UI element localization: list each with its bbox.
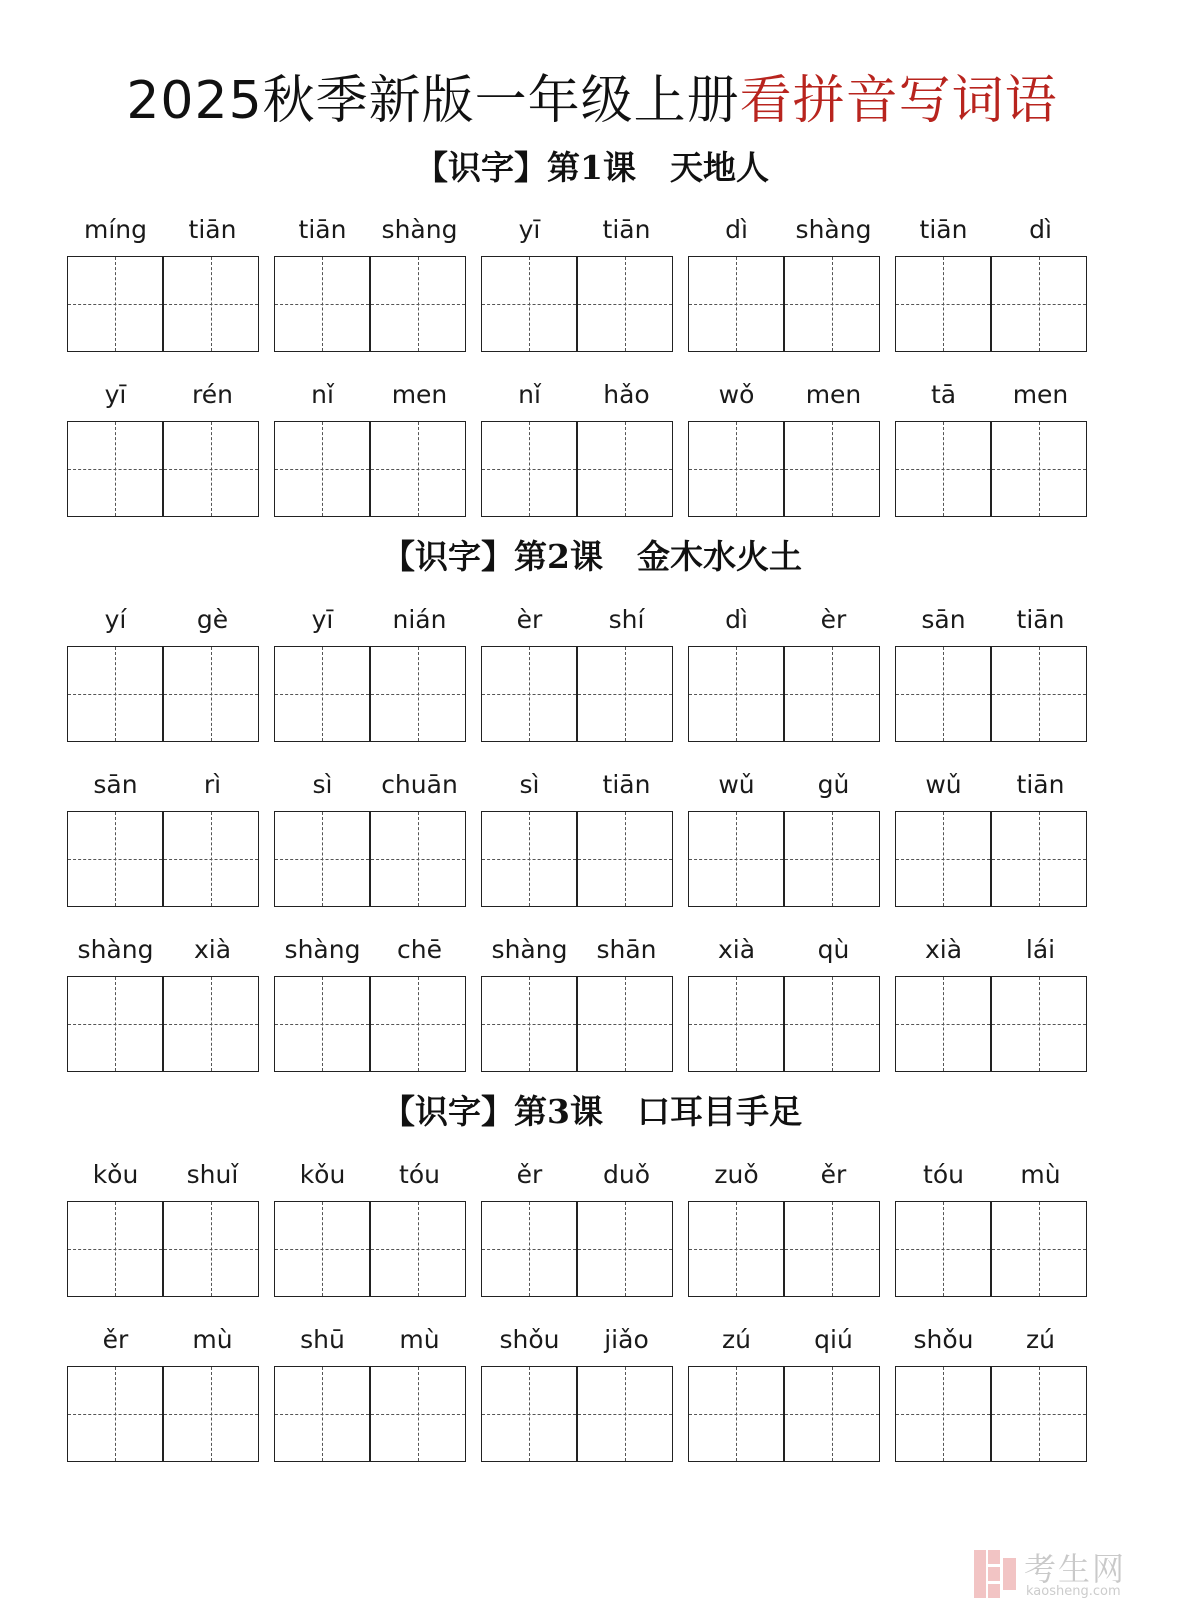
pinyin-label: kǒu [92, 1160, 139, 1189]
pinyin-label: ěr [102, 1325, 129, 1354]
pinyin-label: lái [1025, 935, 1056, 964]
guide-line-vertical [115, 257, 116, 351]
lesson-name: 口耳目手足 [636, 1092, 802, 1131]
word-row [67, 377, 1127, 527]
pinyin-label: nián [392, 605, 447, 634]
watermark-logo-icon [974, 1550, 1016, 1598]
pinyin-label: tiān [298, 215, 347, 244]
lesson-heading [0, 535, 1184, 579]
word-item [895, 1157, 1089, 1307]
guide-line-vertical [211, 977, 212, 1071]
guide-line-vertical [1039, 1367, 1040, 1461]
guide-line-vertical [322, 257, 323, 351]
pinyin-label: míng [83, 215, 147, 244]
guide-line-vertical [832, 422, 833, 516]
writing-box[interactable] [784, 1201, 880, 1297]
watermark-name: 考生网 [1024, 1550, 1127, 1588]
writing-box[interactable] [370, 976, 466, 1072]
pinyin-label: sān [921, 605, 966, 634]
guide-line-vertical [625, 422, 626, 516]
pinyin-label: tiān [919, 215, 968, 244]
pinyin-label: sì [519, 770, 540, 799]
word-row [67, 932, 1127, 1082]
writing-box[interactable] [991, 1366, 1087, 1462]
guide-line-vertical [529, 977, 530, 1071]
writing-box[interactable] [481, 256, 577, 352]
word-item [274, 212, 468, 362]
writing-box[interactable] [481, 811, 577, 907]
guide-line-vertical [211, 257, 212, 351]
writing-box[interactable] [481, 976, 577, 1072]
guide-line-vertical [625, 812, 626, 906]
guide-line-vertical [736, 1367, 737, 1461]
lesson-heading [0, 1090, 1184, 1134]
pinyin-label: xià [717, 935, 756, 964]
guide-line-vertical [115, 812, 116, 906]
writing-box[interactable] [67, 811, 163, 907]
lesson-name: 天地人 [669, 148, 769, 187]
logo-block [1003, 1558, 1016, 1590]
title-accent: 看拼音写词语 [739, 71, 1058, 131]
word-item [274, 767, 468, 917]
pinyin-label: gè [196, 605, 229, 634]
word-item [274, 1157, 468, 1307]
lesson-category: 【识字】 [382, 537, 515, 576]
writing-box[interactable] [577, 421, 673, 517]
pinyin-label: dì [725, 605, 748, 634]
writing-box[interactable] [688, 256, 784, 352]
pinyin-label: zuǒ [714, 1160, 759, 1189]
writing-box[interactable] [577, 1366, 673, 1462]
pinyin-label: wǒ [718, 380, 755, 409]
pinyin-label: wǔ [718, 770, 755, 799]
writing-box[interactable] [481, 1366, 577, 1462]
guide-line-vertical [115, 977, 116, 1071]
pinyin-label: mù [399, 1325, 440, 1354]
writing-box[interactable] [67, 256, 163, 352]
pinyin-label: tiān [188, 215, 237, 244]
writing-box[interactable] [895, 811, 991, 907]
writing-box[interactable] [370, 256, 466, 352]
word-item [67, 1157, 261, 1307]
pinyin-label: tóu [923, 1160, 964, 1189]
pinyin-label: jiǎo [604, 1325, 649, 1354]
guide-line-vertical [211, 422, 212, 516]
guide-line-vertical [115, 1202, 116, 1296]
pinyin-label: zú [722, 1325, 751, 1354]
pinyin-label: kǒu [299, 1160, 346, 1189]
writing-box[interactable] [577, 256, 673, 352]
guide-line-vertical [211, 812, 212, 906]
pinyin-label: hǎo [603, 380, 650, 409]
writing-box[interactable] [577, 976, 673, 1072]
writing-box[interactable] [688, 1201, 784, 1297]
writing-box[interactable] [688, 421, 784, 517]
writing-box[interactable] [370, 811, 466, 907]
pinyin-label: nǐ [311, 380, 334, 409]
pinyin-label: qiú [814, 1325, 853, 1354]
writing-box[interactable] [163, 421, 259, 517]
pinyin-label: men [805, 380, 862, 409]
guide-line-vertical [943, 812, 944, 906]
logo-block [988, 1567, 1000, 1581]
guide-line-vertical [418, 812, 419, 906]
guide-line-vertical [736, 1202, 737, 1296]
pinyin-label: yī [104, 380, 127, 409]
guide-line-vertical [529, 257, 530, 351]
writing-box[interactable] [895, 976, 991, 1072]
guide-line-vertical [625, 1367, 626, 1461]
logo-block [988, 1550, 1000, 1564]
guide-line-vertical [418, 257, 419, 351]
pinyin-label: shàng [284, 935, 361, 964]
pinyin-label: nǐ [518, 380, 541, 409]
word-item [67, 932, 261, 1082]
guide-line-vertical [832, 1367, 833, 1461]
word-item [481, 602, 675, 752]
pinyin-label: sì [312, 770, 333, 799]
guide-line-vertical [832, 647, 833, 741]
pinyin-label: shí [608, 605, 645, 634]
guide-line-vertical [943, 1202, 944, 1296]
guide-line-vertical [832, 812, 833, 906]
guide-line-vertical [529, 812, 530, 906]
word-item [481, 212, 675, 362]
guide-line-vertical [736, 422, 737, 516]
writing-box[interactable] [895, 421, 991, 517]
writing-box[interactable] [370, 646, 466, 742]
pinyin-label: mù [192, 1325, 233, 1354]
pinyin-label: gǔ [817, 770, 850, 799]
writing-box[interactable] [784, 646, 880, 742]
guide-line-vertical [832, 257, 833, 351]
word-item [895, 1322, 1089, 1472]
pinyin-label: shàng [77, 935, 154, 964]
pinyin-label: shuǐ [186, 1160, 239, 1189]
guide-line-vertical [943, 647, 944, 741]
writing-box[interactable] [274, 1366, 370, 1462]
guide-line-vertical [211, 647, 212, 741]
pinyin-label: èr [820, 605, 847, 634]
pinyin-label: mù [1020, 1160, 1061, 1189]
word-row [67, 1322, 1127, 1472]
writing-box[interactable] [481, 646, 577, 742]
word-item [67, 767, 261, 917]
pinyin-label: xià [924, 935, 963, 964]
writing-box[interactable] [163, 256, 259, 352]
writing-box[interactable] [274, 256, 370, 352]
word-item [895, 377, 1089, 527]
word-item [688, 602, 882, 752]
pinyin-label: yī [311, 605, 334, 634]
writing-box[interactable] [577, 1201, 673, 1297]
writing-box[interactable] [274, 1201, 370, 1297]
writing-box[interactable] [688, 976, 784, 1072]
pinyin-label: duǒ [602, 1160, 650, 1189]
pinyin-label: men [391, 380, 448, 409]
word-item [274, 377, 468, 527]
writing-box[interactable] [274, 421, 370, 517]
word-item [895, 767, 1089, 917]
pinyin-label: dì [725, 215, 748, 244]
guide-line-vertical [418, 647, 419, 741]
guide-line-vertical [322, 1202, 323, 1296]
guide-line-vertical [1039, 1202, 1040, 1296]
pinyin-label: sān [93, 770, 138, 799]
word-item [481, 932, 675, 1082]
word-row [67, 212, 1127, 362]
writing-box[interactable] [991, 646, 1087, 742]
guide-line-vertical [625, 1202, 626, 1296]
watermark-url: kaosheng.com [1026, 1584, 1121, 1599]
guide-line-vertical [322, 647, 323, 741]
word-item [688, 1157, 882, 1307]
guide-line-vertical [1039, 422, 1040, 516]
guide-line-vertical [832, 977, 833, 1071]
writing-box[interactable] [163, 1201, 259, 1297]
pinyin-label: shǒu [499, 1325, 560, 1354]
guide-line-vertical [529, 1367, 530, 1461]
writing-box[interactable] [991, 976, 1087, 1072]
guide-line-vertical [418, 1367, 419, 1461]
word-item [67, 602, 261, 752]
writing-box[interactable] [163, 646, 259, 742]
pinyin-label: zú [1026, 1325, 1055, 1354]
writing-box[interactable] [370, 1201, 466, 1297]
pinyin-label: tiān [1016, 605, 1065, 634]
word-item [481, 767, 675, 917]
writing-box[interactable] [577, 646, 673, 742]
pinyin-label: rì [203, 770, 222, 799]
guide-line-vertical [211, 1367, 212, 1461]
writing-box[interactable] [67, 1201, 163, 1297]
word-item [688, 1322, 882, 1472]
writing-box[interactable] [274, 646, 370, 742]
writing-box[interactable] [577, 811, 673, 907]
pinyin-label: shū [300, 1325, 345, 1354]
word-item [274, 602, 468, 752]
guide-line-vertical [1039, 977, 1040, 1071]
logo-block [988, 1584, 1000, 1598]
word-item [481, 377, 675, 527]
guide-line-vertical [736, 977, 737, 1071]
pinyin-label: tóu [399, 1160, 440, 1189]
writing-box[interactable] [481, 1201, 577, 1297]
pinyin-label: shàng [795, 215, 872, 244]
writing-box[interactable] [274, 976, 370, 1072]
writing-box[interactable] [67, 976, 163, 1072]
writing-box[interactable] [688, 646, 784, 742]
guide-line-vertical [943, 977, 944, 1071]
writing-box[interactable] [784, 811, 880, 907]
writing-box[interactable] [784, 976, 880, 1072]
pinyin-label: yí [104, 605, 127, 634]
writing-box[interactable] [163, 1366, 259, 1462]
writing-box[interactable] [991, 256, 1087, 352]
pinyin-label: ěr [820, 1160, 847, 1189]
guide-line-vertical [529, 422, 530, 516]
lesson-number: 第3课 [514, 1092, 603, 1131]
writing-box[interactable] [67, 646, 163, 742]
lesson-category: 【识字】 [382, 1092, 515, 1131]
pinyin-label: shān [596, 935, 657, 964]
pinyin-label: chē [397, 935, 442, 964]
guide-line-vertical [625, 257, 626, 351]
pinyin-label: wǔ [925, 770, 962, 799]
guide-line-vertical [529, 1202, 530, 1296]
word-item [688, 767, 882, 917]
guide-line-vertical [625, 647, 626, 741]
writing-box[interactable] [163, 976, 259, 1072]
word-item [688, 212, 882, 362]
word-item [67, 212, 261, 362]
guide-line-vertical [943, 422, 944, 516]
writing-box[interactable] [991, 1201, 1087, 1297]
writing-box[interactable] [370, 421, 466, 517]
writing-box[interactable] [991, 421, 1087, 517]
guide-line-vertical [943, 257, 944, 351]
guide-line-vertical [418, 977, 419, 1071]
word-item [274, 932, 468, 1082]
writing-box[interactable] [784, 1366, 880, 1462]
word-item [67, 1322, 261, 1472]
guide-line-vertical [322, 422, 323, 516]
guide-line-vertical [418, 422, 419, 516]
word-item [895, 932, 1089, 1082]
pinyin-label: yī [518, 215, 541, 244]
lesson-number: 第2课 [514, 537, 603, 576]
writing-box[interactable] [370, 1366, 466, 1462]
writing-box[interactable] [991, 811, 1087, 907]
guide-line-vertical [736, 647, 737, 741]
guide-line-vertical [625, 977, 626, 1071]
word-item [688, 377, 882, 527]
writing-box[interactable] [895, 1366, 991, 1462]
pinyin-label: rén [192, 380, 233, 409]
word-row [67, 1157, 1127, 1307]
guide-line-vertical [832, 1202, 833, 1296]
guide-line-vertical [115, 422, 116, 516]
guide-line-vertical [529, 647, 530, 741]
guide-line-vertical [322, 1367, 323, 1461]
guide-line-vertical [1039, 647, 1040, 741]
writing-box[interactable] [895, 256, 991, 352]
pinyin-label: tiān [602, 770, 651, 799]
title-main: 2025秋季新版一年级上册 [126, 71, 740, 131]
word-item [481, 1322, 675, 1472]
watermark [974, 1546, 1154, 1604]
guide-line-vertical [1039, 257, 1040, 351]
lesson-name: 金木水火土 [636, 537, 802, 576]
guide-line-vertical [322, 977, 323, 1071]
writing-box[interactable] [688, 1366, 784, 1462]
pinyin-label: tiān [602, 215, 651, 244]
writing-box[interactable] [67, 1366, 163, 1462]
guide-line-vertical [736, 812, 737, 906]
guide-line-vertical [418, 1202, 419, 1296]
writing-box[interactable] [67, 421, 163, 517]
pinyin-label: chuān [381, 770, 458, 799]
guide-line-vertical [1039, 812, 1040, 906]
word-item [688, 932, 882, 1082]
writing-box[interactable] [274, 811, 370, 907]
pinyin-label: èr [516, 605, 543, 634]
pinyin-label: qù [817, 935, 850, 964]
lesson-heading [0, 146, 1184, 190]
pinyin-label: men [1012, 380, 1069, 409]
pinyin-label: ěr [516, 1160, 543, 1189]
pinyin-label: xià [193, 935, 232, 964]
logo-block [974, 1550, 986, 1598]
lesson-number: 第1课 [547, 148, 636, 187]
word-item [895, 212, 1089, 362]
pinyin-label: shàng [381, 215, 458, 244]
pinyin-label: shàng [491, 935, 568, 964]
word-item [274, 1322, 468, 1472]
writing-box[interactable] [784, 421, 880, 517]
pinyin-label: dì [1029, 215, 1052, 244]
word-item [895, 602, 1089, 752]
guide-line-vertical [322, 812, 323, 906]
guide-line-vertical [943, 1367, 944, 1461]
page-title [0, 66, 1184, 136]
writing-box[interactable] [895, 646, 991, 742]
pinyin-label: tā [930, 380, 957, 409]
guide-line-vertical [115, 1367, 116, 1461]
writing-box[interactable] [784, 256, 880, 352]
guide-line-vertical [211, 1202, 212, 1296]
lesson-category: 【识字】 [415, 148, 548, 187]
pinyin-label: shǒu [913, 1325, 974, 1354]
writing-box[interactable] [481, 421, 577, 517]
writing-box[interactable] [895, 1201, 991, 1297]
guide-line-vertical [115, 647, 116, 741]
word-row [67, 767, 1127, 917]
pinyin-label: tiān [1016, 770, 1065, 799]
writing-box[interactable] [163, 811, 259, 907]
guide-line-vertical [736, 257, 737, 351]
word-item [67, 377, 261, 527]
word-row [67, 602, 1127, 752]
word-item [481, 1157, 675, 1307]
writing-box[interactable] [688, 811, 784, 907]
